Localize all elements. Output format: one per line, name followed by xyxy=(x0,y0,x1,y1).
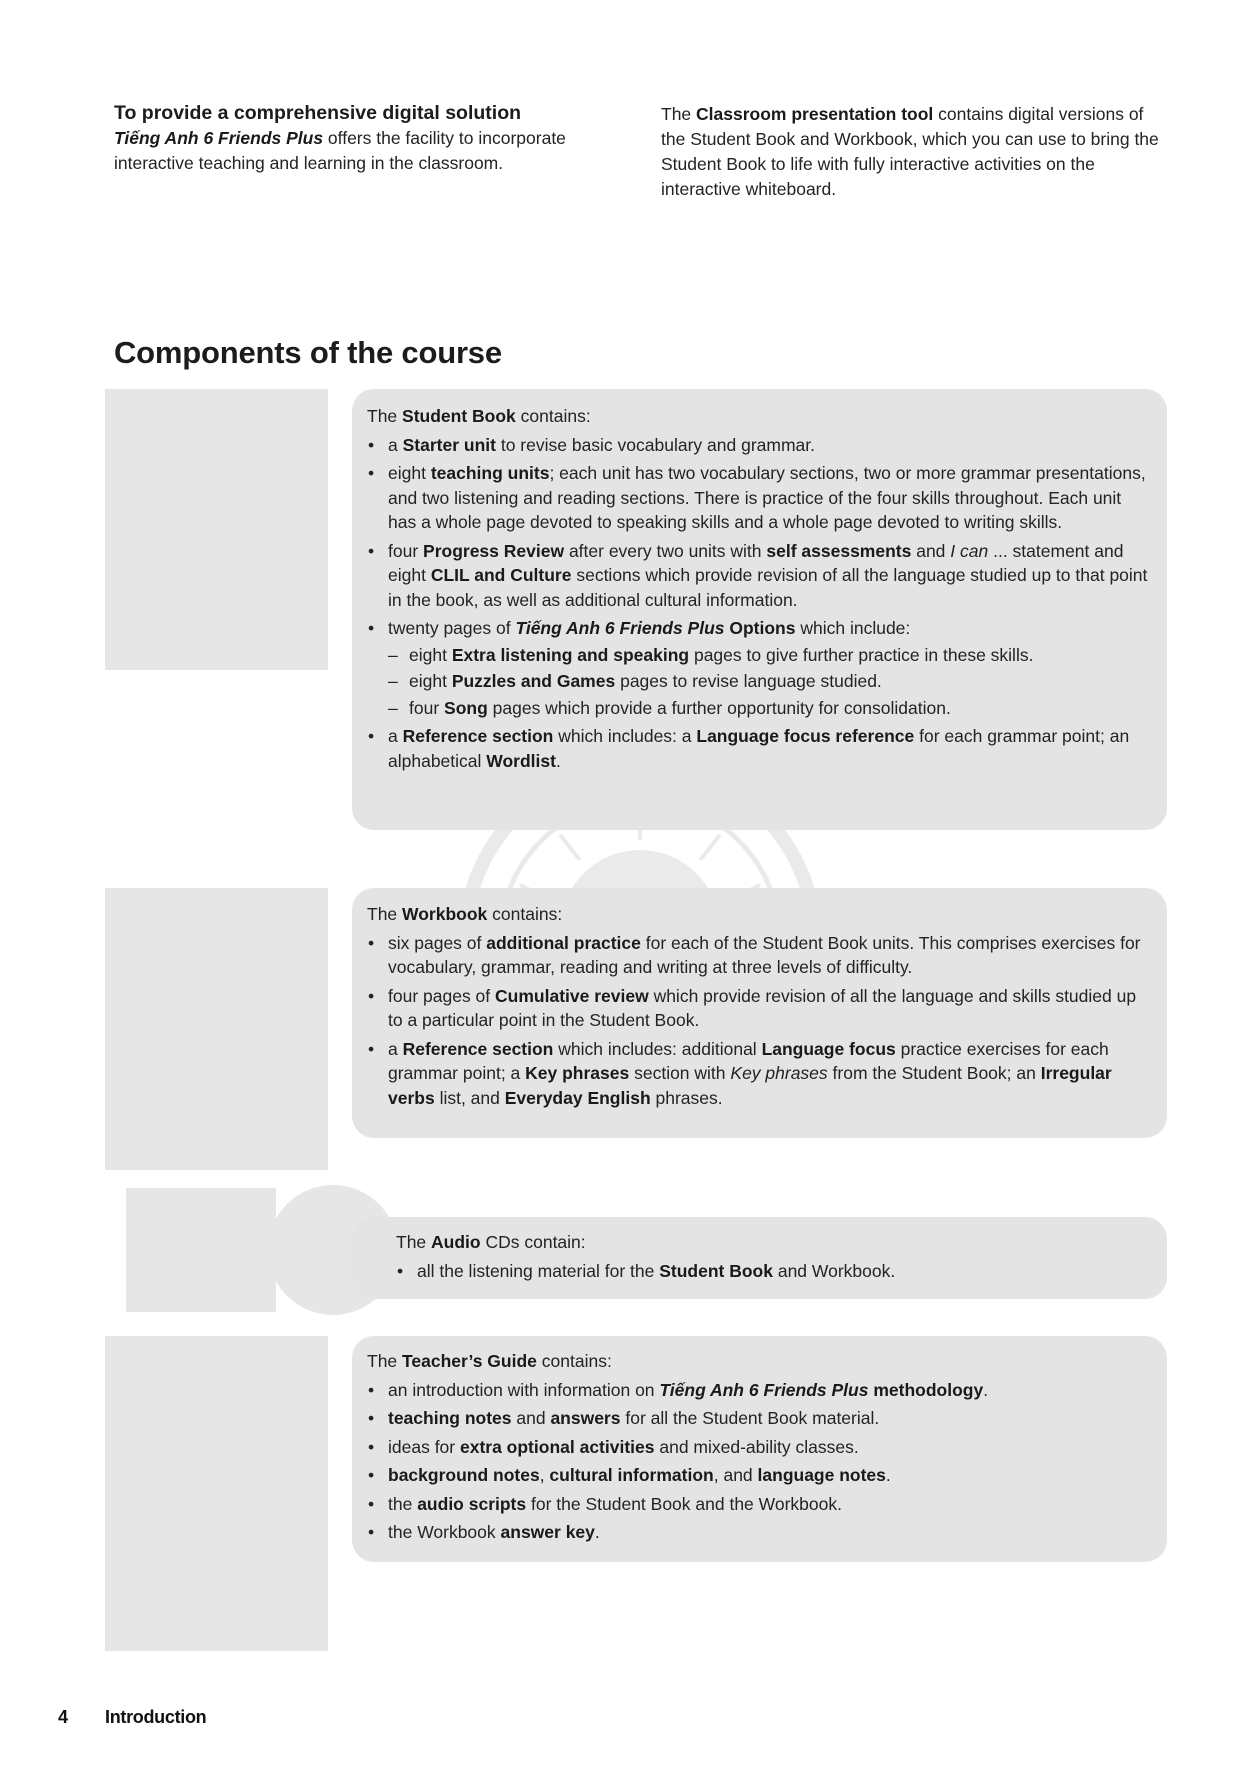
text-run: I can xyxy=(950,540,989,561)
sub-list-item xyxy=(388,669,1149,694)
text-run: Reference section xyxy=(402,726,554,746)
text-run: pages to give further practice in these skills. xyxy=(689,644,1034,665)
text-run: practice exercises for each grammar point; a xyxy=(388,1038,1109,1083)
text-run: methodology xyxy=(868,1379,984,1400)
list-item xyxy=(396,1259,1149,1284)
text-run: the Workbook xyxy=(388,1522,501,1542)
student-book-list xyxy=(367,433,1149,774)
intro-pre: The xyxy=(396,1232,432,1252)
intro-right-bold: Classroom presentation tool xyxy=(696,104,934,124)
text-run: which includes: a xyxy=(553,726,697,746)
text-run: teaching units xyxy=(430,463,550,483)
audio-intro xyxy=(396,1230,1149,1255)
student-book-image xyxy=(105,389,328,670)
text-run: Tiếng Anh 6 Friends Plus xyxy=(515,618,725,638)
intro-pre: The xyxy=(367,904,403,924)
text-run: Puzzles and Games xyxy=(451,671,616,691)
text-run: self assessments xyxy=(766,540,912,561)
text-run: the xyxy=(388,1493,418,1514)
text-run: four pages of xyxy=(388,985,496,1006)
text-run: pages which provide a further opportunity for consolidation. xyxy=(487,697,951,718)
text-run: a xyxy=(388,1038,403,1059)
intro-post: contains: xyxy=(536,1351,612,1371)
text-run: Key phrases xyxy=(730,1063,828,1083)
text-run: Progress Review xyxy=(423,540,565,561)
text-run: to revise basic vocabulary and grammar. xyxy=(495,434,816,455)
text-run: Everyday English xyxy=(504,1087,651,1108)
teachers-guide-panel xyxy=(352,1336,1167,1562)
intro-pre: The xyxy=(367,406,403,426)
text-run: phrases. xyxy=(650,1087,723,1108)
teachers-guide-list xyxy=(367,1378,1149,1545)
list-item xyxy=(367,1378,1149,1403)
text-run: . xyxy=(885,1465,891,1485)
list-item-text xyxy=(388,616,1149,641)
text-run: ... statement and eight xyxy=(388,540,1124,585)
list-item xyxy=(367,1463,1149,1488)
text-run: eight xyxy=(409,671,452,691)
text-run: which includes: additional xyxy=(553,1038,762,1059)
audio-list xyxy=(396,1259,1149,1284)
list-item xyxy=(367,984,1149,1033)
text-run: list, and xyxy=(434,1087,505,1108)
text-run: Extra listening and speaking xyxy=(451,644,690,665)
audio-panel xyxy=(352,1217,1167,1299)
options-sublist xyxy=(388,643,1149,721)
text-run: after every two units with xyxy=(564,540,767,561)
text-run: four xyxy=(409,697,445,718)
intro-post: contains: xyxy=(515,406,591,426)
text-run: section with xyxy=(629,1063,731,1083)
text-run: for the Student Book and the Workbook. xyxy=(526,1493,842,1514)
text-run: extra optional activities xyxy=(459,1436,655,1457)
text-run: and mixed-ability classes. xyxy=(654,1436,859,1457)
teachers-guide-image xyxy=(105,1336,328,1651)
text-run: pages to revise language studied. xyxy=(615,671,882,691)
text-run: , xyxy=(539,1465,550,1485)
list-item xyxy=(367,724,1149,773)
text-run: background notes xyxy=(388,1465,540,1485)
intro-bold: Audio xyxy=(431,1232,481,1252)
text-run: Language focus reference xyxy=(696,726,915,746)
list-item xyxy=(367,616,1149,720)
text-run: , and xyxy=(713,1465,758,1485)
text-run: Tiếng Anh 6 Friends Plus xyxy=(659,1379,869,1400)
text-run: Starter unit xyxy=(402,434,496,455)
text-run: Wordlist xyxy=(486,750,556,771)
text-run: all the listening material for the xyxy=(417,1260,660,1281)
text-run: and Workbook. xyxy=(772,1260,896,1281)
text-run: Reference section xyxy=(402,1038,554,1059)
text-run: cultural information xyxy=(549,1465,714,1485)
section-heading: Components of the course xyxy=(114,335,502,370)
text-run: a xyxy=(388,434,403,455)
text-run: for each of the Student Book units. This comprises exercises for vocabulary, grammar, reading and writing at three levels of difficulty. xyxy=(388,932,1141,977)
intro-bold: Teacher’s Guide xyxy=(402,1351,537,1371)
text-run: and xyxy=(511,1408,551,1428)
text-run: . xyxy=(555,750,561,771)
footer-label: Introduction xyxy=(105,1707,207,1727)
text-run: ; each unit has two vocabulary sections, two or more grammar presentations, and two listening and reading sections. There is practice of the four skills throughout. Each unit has a whole page devoted to speaking skills and a whole page devoted to writing skills. xyxy=(388,463,1146,532)
text-run: Irregular verbs xyxy=(388,1063,1112,1108)
text-run: which provide revision of all the language and skills studied up to a particular point in the Student Book. xyxy=(388,985,1137,1030)
workbook-intro xyxy=(367,902,1149,927)
text-run: CLIL and Culture xyxy=(430,565,572,585)
list-item xyxy=(367,1406,1149,1431)
text-run: Options xyxy=(724,618,796,638)
text-run: eight xyxy=(388,463,431,483)
intro-bold: Student Book xyxy=(402,406,516,426)
text-run: answer key xyxy=(500,1522,595,1542)
list-item xyxy=(367,1492,1149,1517)
text-run: an introduction with information on xyxy=(388,1379,660,1400)
intro-left xyxy=(114,100,619,176)
teachers-guide-intro xyxy=(367,1349,1149,1374)
student-book-panel xyxy=(352,389,1167,830)
workbook-list xyxy=(367,931,1149,1111)
text-run: ideas for xyxy=(388,1436,460,1457)
text-run: Song xyxy=(444,697,488,718)
text-run: audio scripts xyxy=(417,1493,527,1514)
sub-list-item xyxy=(388,643,1149,668)
text-run: twenty pages of xyxy=(388,618,516,638)
intro-left-body xyxy=(114,126,619,176)
text-run: additional practice xyxy=(486,932,641,953)
brand-name: Tiếng Anh 6 Friends Plus xyxy=(114,128,324,148)
intro-post: contains: xyxy=(487,904,563,924)
intro-right-pre: The xyxy=(661,104,697,124)
student-book-intro xyxy=(367,404,1149,429)
intro-right xyxy=(661,102,1171,202)
list-item xyxy=(367,1037,1149,1111)
text-run: Student Book xyxy=(659,1260,773,1281)
text-run: Cumulative review xyxy=(495,985,649,1006)
text-run: for each grammar point; an alphabetical xyxy=(388,726,1130,771)
sub-list-item xyxy=(388,696,1149,721)
text-run: eight xyxy=(409,644,452,665)
list-item xyxy=(367,931,1149,980)
list-item xyxy=(367,1520,1149,1545)
text-run: . xyxy=(983,1379,989,1400)
workbook-image xyxy=(105,888,328,1170)
text-run: and xyxy=(911,540,951,561)
text-run: from the Student Book; an xyxy=(827,1063,1041,1083)
text-run: a xyxy=(388,726,403,746)
workbook-panel xyxy=(352,888,1167,1138)
text-run: for all the Student Book material. xyxy=(620,1408,880,1428)
text-run: language notes xyxy=(757,1465,886,1485)
text-run: Key phrases xyxy=(525,1063,630,1083)
intro-left-text: offers the facility to incorporate interactive teaching and learning in the classroom. xyxy=(114,128,566,173)
text-run: four xyxy=(388,540,424,561)
list-item xyxy=(367,1435,1149,1460)
list-item xyxy=(367,539,1149,613)
audio-cd-case-image xyxy=(126,1188,276,1312)
intro-pre: The xyxy=(367,1351,403,1371)
list-item xyxy=(367,461,1149,535)
intro-left-title: To provide a comprehensive digital solution xyxy=(114,102,522,124)
page-number: 4 xyxy=(58,1707,69,1727)
text-run: teaching notes xyxy=(388,1408,512,1428)
text-run: Language focus xyxy=(761,1038,896,1059)
text-run: which include: xyxy=(795,618,911,638)
text-run: . xyxy=(594,1522,600,1542)
text-run: six pages of xyxy=(388,932,487,953)
intro-post: CDs contain: xyxy=(480,1232,586,1252)
text-run: sections which provide revision of all the language studied up to that point in the book, as well as additional cultural information. xyxy=(388,565,1148,610)
text-run: answers xyxy=(550,1408,621,1428)
intro-right-text: contains digital versions of the Student Book and Workbook, which you can use to bring the Student Book to life with fully interactive activities on the interactive whiteboard. xyxy=(661,104,1159,199)
list-item xyxy=(367,433,1149,458)
intro-bold: Workbook xyxy=(402,904,488,924)
